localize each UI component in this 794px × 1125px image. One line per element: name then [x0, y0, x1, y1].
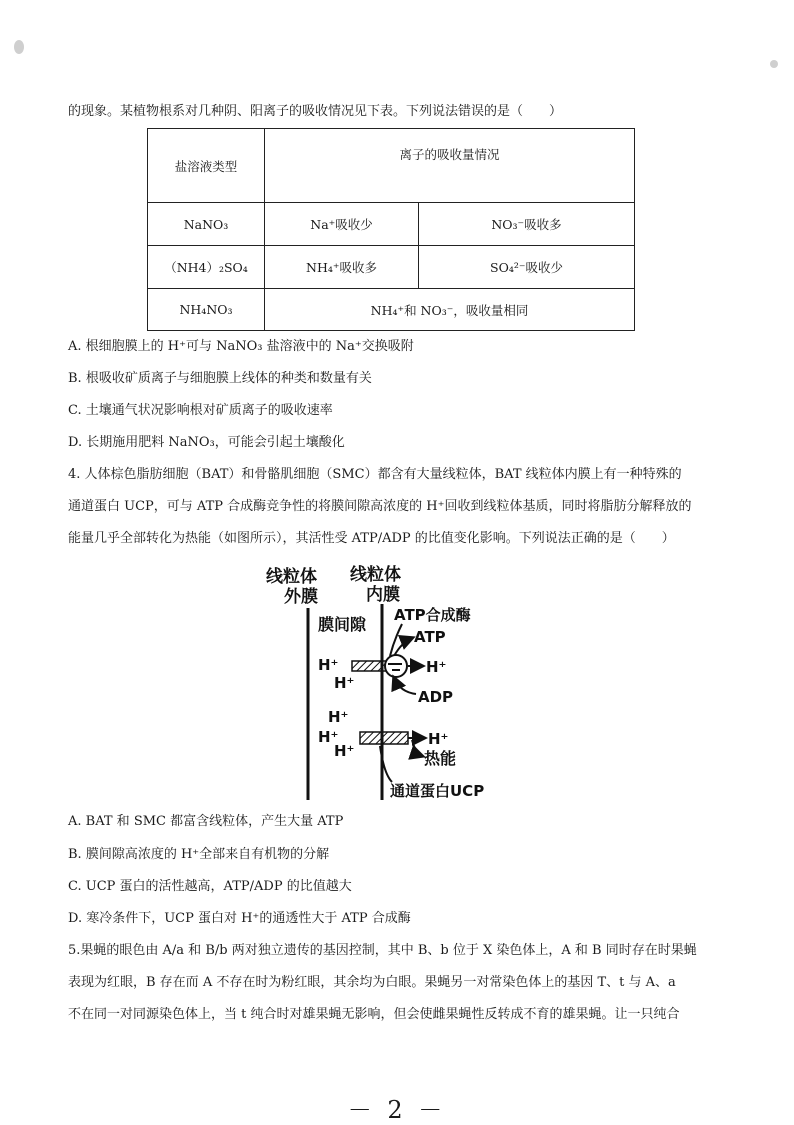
q5-stem-line: 表现为红眼，B 存在而 A 不存在时为粉红眼，其余均为白眼。果蝇另一对常染色体上的基因 T、t 与 A、a — [68, 975, 676, 990]
intermembrane-space-label: 膜间隙 — [318, 615, 367, 634]
atp-arrow — [394, 638, 412, 656]
adp-label: ADP — [418, 688, 454, 706]
atp-label: ATP — [414, 628, 446, 646]
q4-stem-line: 通道蛋白 UCP，可与 ATP 合成酶竞争性的将膜间隙高浓度的 H⁺回收到线粒体基质，同时将脂肪分解释放的 — [68, 499, 692, 514]
outer-membrane-label-1: 线粒体 — [266, 567, 317, 587]
table-cell: Na⁺吸收少 — [265, 203, 419, 246]
q4-option-c: C. UCP 蛋白的活性越高，ATP/ADP 的比值越大 — [68, 879, 352, 894]
table-header-type: 盐溶液类型 — [148, 129, 265, 203]
ion-absorption-table — [147, 128, 635, 331]
scan-speck — [14, 40, 24, 54]
h-plus-label: H⁺ — [426, 658, 447, 676]
ucp-channel — [360, 732, 408, 744]
q5-stem-line: 5.果蝇的眼色由 A/a 和 B/b 两对独立遗传的基因控制，其中 B、b 位于 X 染色体上，A 和 B 同时存在时果蝇 — [68, 943, 697, 958]
q4-option-d: D. 寒冷条件下，UCP 蛋白对 H⁺的通透性大于 ATP 合成酶 — [68, 911, 411, 926]
q4-option-b: B. 膜间隙高浓度的 H⁺全部来自有机物的分解 — [68, 847, 330, 862]
table-cell: NH₄⁺吸收多 — [265, 246, 419, 289]
ucp-label: 通道蛋白UCP — [390, 782, 485, 800]
h-plus-label: H⁺ — [334, 674, 355, 692]
table-cell-salt: NH₄NO₃ — [148, 289, 265, 331]
h-plus-label: H⁺ — [318, 728, 339, 746]
mitochondria-membrane-diagram — [262, 560, 522, 805]
table-cell-salt: NaNO₃ — [148, 203, 265, 246]
q4-stem-line: 能量几乎全部转化为热能（如图所示），其活性受 ATP/ADP 的比值变化影响。下列说法正确的是（ ） — [68, 531, 675, 546]
atp-synthase-head — [385, 655, 407, 677]
outer-membrane-label-2: 外膜 — [284, 587, 318, 607]
h-plus-label: H⁺ — [428, 730, 449, 748]
h-plus-label: H⁺ — [328, 708, 349, 726]
atp-synthase-label: ATP合成酶 — [394, 606, 471, 624]
heat-label: 热能 — [424, 749, 457, 768]
h-plus-label: H⁺ — [318, 656, 339, 674]
table-cell: NO₃⁻吸收多 — [419, 203, 635, 246]
inner-membrane-label-1: 线粒体 — [350, 565, 401, 585]
atp-synthase-channel — [352, 661, 386, 671]
question3-intro: 的现象。某植物根系对几种阴、阳离子的吸收情况见下表。下列说法错误的是（ ） — [68, 104, 563, 119]
q3-option-a: A. 根细胞膜上的 H⁺可与 NaNO₃ 盐溶液中的 Na⁺交换吸附 — [68, 339, 414, 354]
q4-option-a: A. BAT 和 SMC 都富含线粒体，产生大量 ATP — [68, 814, 344, 829]
heat-arrow — [412, 740, 422, 756]
q3-option-b: B. 根吸收矿质离子与细胞膜上线体的种类和数量有关 — [68, 371, 372, 386]
q3-option-c: C. 土壤通气状况影响根对矿质离子的吸收速率 — [68, 403, 333, 418]
page-number: － 2 － — [347, 1096, 447, 1124]
table-cell-salt: （NH4）₂SO₄ — [148, 246, 265, 289]
scan-speck — [770, 60, 778, 68]
table-header-absorption: 离子的吸收量情况 — [265, 129, 635, 203]
inner-membrane-label-2: 内膜 — [366, 585, 400, 605]
adp-arrow — [394, 678, 416, 694]
table-cell: SO₄²⁻吸收少 — [419, 246, 635, 289]
q5-stem-line: 不在同一对同源染色体上，当 t 纯合时对雄果蝇无影响，但会使雌果蝇性反转成不育的雄果蝇。让一只纯合 — [68, 1007, 680, 1022]
h-plus-label: H⁺ — [334, 742, 355, 760]
q4-stem-line: 4. 人体棕色脂肪细胞（BAT）和骨骼肌细胞（SMC）都含有大量线粒体，BAT 线粒体内膜上有一种特殊的 — [68, 467, 682, 482]
table-cell-merged: NH₄⁺和 NO₃⁻，吸收量相同 — [265, 289, 635, 331]
q3-option-d: D. 长期施用肥料 NaNO₃，可能会引起土壤酸化 — [68, 435, 345, 450]
